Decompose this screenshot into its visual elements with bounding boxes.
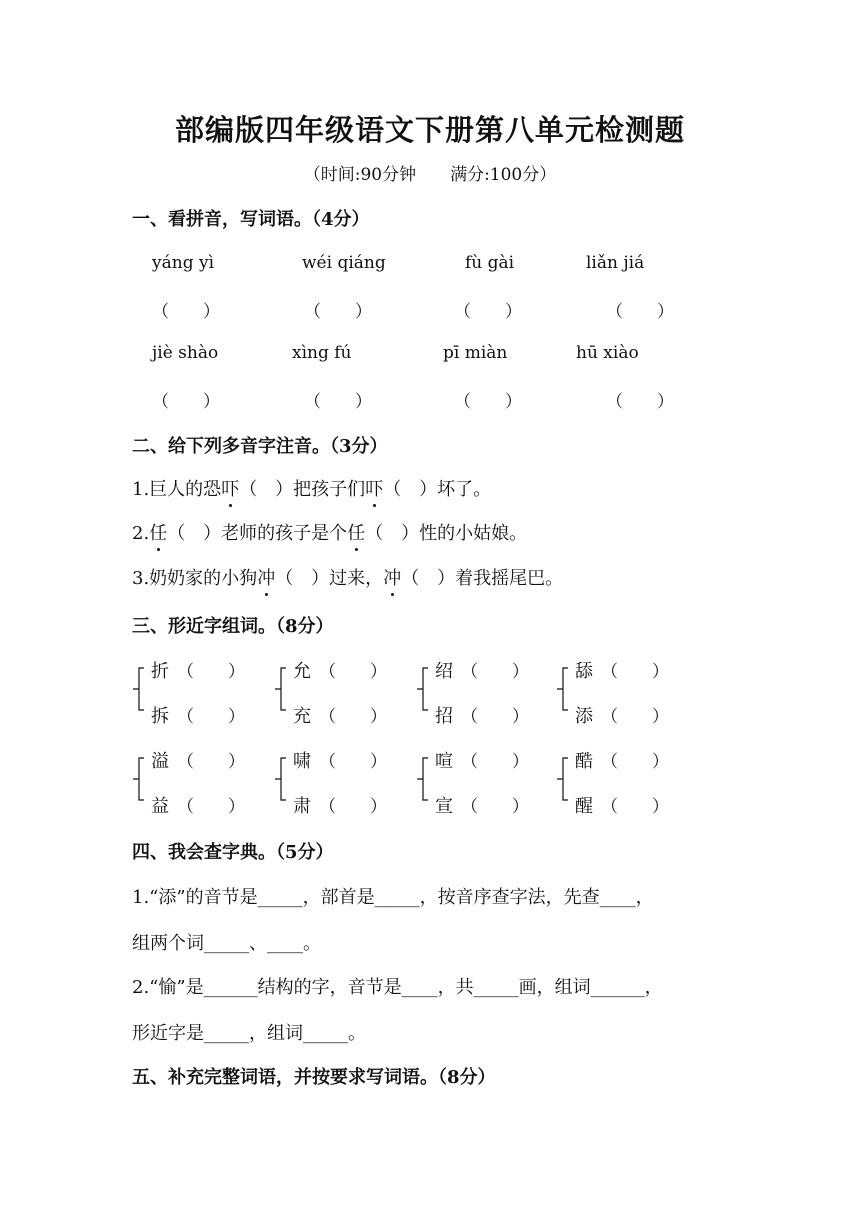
dotted-char: 任	[149, 519, 167, 545]
line-text: 3.奶奶家的小狗	[132, 568, 258, 589]
line-text[interactable]: （ ）性的小姑娘。	[365, 523, 528, 544]
pair-blank-bottom[interactable]: （ ）	[461, 707, 529, 727]
pair-char-bottom: 醒	[575, 796, 593, 817]
pair-char-top: 舔	[575, 661, 593, 682]
line-text[interactable]: （ ）把孩子们	[239, 479, 366, 500]
line-text[interactable]: （ ）着我摇尾巴。	[401, 568, 564, 589]
brace-icon	[557, 757, 569, 801]
pinyin-4: liǎn jiá	[586, 253, 645, 273]
pair-char-bottom: 充	[293, 706, 311, 727]
pair-char-bottom: 肃	[293, 796, 311, 817]
answer-blank-4[interactable]: （ ）	[606, 302, 674, 322]
similar-char-pair	[557, 747, 697, 817]
dictionary-question-1-cont[interactable]: 组两个词_____、____。	[132, 933, 321, 954]
similar-char-pair	[417, 747, 557, 817]
pair-blank-top[interactable]: （ ）	[177, 752, 245, 772]
polyphone-line-2	[132, 519, 527, 545]
pair-blank-bottom[interactable]: （ ）	[177, 707, 245, 727]
pair-blank-bottom[interactable]: （ ）	[601, 707, 669, 727]
pair-blank-bottom[interactable]: （ ）	[177, 797, 245, 817]
brace-icon	[557, 667, 569, 711]
brace-icon	[417, 667, 429, 711]
pinyin-5: jiè shào	[152, 343, 219, 363]
dictionary-question-2-cont[interactable]: 形近字是_____，组词_____。	[132, 1023, 366, 1044]
page-title: 部编版四年级语文下册第八单元检测题	[174, 113, 685, 147]
similar-char-pair	[557, 657, 697, 727]
brace-icon	[133, 667, 145, 711]
pair-char-bottom: 添	[575, 706, 593, 727]
exam-info: （时间:90分钟 满分:100分）	[303, 165, 557, 185]
pinyin-8: hū xiào	[576, 343, 639, 363]
answer-blank-7[interactable]: （ ）	[454, 392, 522, 412]
section-5-heading: 五、补充完整词语，并按要求写词语。（8分）	[132, 1067, 496, 1088]
section-2-heading: 二、给下列多音字注音。（3分）	[132, 436, 388, 457]
pinyin-2: wéi qiáng	[302, 253, 386, 273]
dotted-char: 冲	[383, 564, 401, 590]
pair-blank-bottom[interactable]: （ ）	[319, 707, 387, 727]
answer-blank-3[interactable]: （ ）	[454, 302, 522, 322]
line-text[interactable]: （ ）过来，	[275, 568, 384, 589]
similar-char-pair	[275, 657, 415, 727]
pair-blank-top[interactable]: （ ）	[177, 662, 245, 682]
brace-icon	[417, 757, 429, 801]
dotted-char: 吓	[221, 475, 239, 501]
pair-char-bottom: 拆	[151, 706, 169, 727]
line-text[interactable]: （ ）老师的孩子是个	[167, 523, 348, 544]
brace-icon	[133, 757, 145, 801]
pair-blank-bottom[interactable]: （ ）	[461, 797, 529, 817]
pair-blank-top[interactable]: （ ）	[601, 662, 669, 682]
pair-char-top: 允	[293, 661, 311, 682]
dictionary-question-2[interactable]: 2.“愉”是______结构的字，音节是____，共_____画，组词______，	[132, 977, 663, 998]
pair-char-top: 喧	[435, 751, 453, 772]
pair-char-top: 绍	[435, 661, 453, 682]
pair-blank-top[interactable]: （ ）	[319, 752, 387, 772]
answer-blank-2[interactable]: （ ）	[304, 302, 372, 322]
pair-char-top: 溢	[151, 751, 169, 772]
pair-blank-bottom[interactable]: （ ）	[319, 797, 387, 817]
polyphone-line-1	[132, 475, 491, 501]
dictionary-question-1[interactable]: 1.“添”的音节是_____，部首是_____，按音序查字法，先查____，	[132, 887, 654, 908]
pair-char-top: 折	[151, 661, 169, 682]
line-text: 2.	[132, 523, 150, 544]
answer-blank-1[interactable]: （ ）	[152, 302, 220, 322]
pinyin-7: pī miàn	[443, 343, 508, 363]
section-1-heading: 一、看拼音，写词语。（4分）	[132, 209, 370, 230]
brace-icon	[275, 757, 287, 801]
pair-blank-top[interactable]: （ ）	[601, 752, 669, 772]
section-4-heading: 四、我会查字典。（5分）	[132, 842, 334, 863]
similar-char-pair	[133, 657, 273, 727]
similar-char-pair	[417, 657, 557, 727]
line-text: 1.巨人的恐	[132, 479, 222, 500]
pair-char-bottom: 宣	[435, 796, 453, 817]
polyphone-line-3	[132, 564, 563, 590]
pair-char-top: 酷	[575, 751, 593, 772]
pair-char-bottom: 招	[435, 706, 453, 727]
similar-char-pair	[133, 747, 273, 817]
pair-blank-bottom[interactable]: （ ）	[601, 797, 669, 817]
pair-blank-top[interactable]: （ ）	[319, 662, 387, 682]
section-3-heading: 三、形近字组词。（8分）	[132, 616, 334, 637]
pinyin-1: yáng yì	[152, 253, 215, 273]
pair-char-top: 啸	[293, 751, 311, 772]
dotted-char: 冲	[257, 564, 275, 590]
pinyin-3: fù gài	[465, 253, 515, 273]
dotted-char: 任	[347, 519, 365, 545]
pair-blank-top[interactable]: （ ）	[461, 662, 529, 682]
pair-char-bottom: 益	[151, 796, 169, 817]
line-text[interactable]: （ ）坏了。	[383, 479, 492, 500]
brace-icon	[275, 667, 287, 711]
answer-blank-5[interactable]: （ ）	[152, 392, 220, 412]
answer-blank-6[interactable]: （ ）	[304, 392, 372, 412]
pinyin-6: xìng fú	[292, 343, 352, 363]
similar-char-pair	[275, 747, 415, 817]
dotted-char: 吓	[365, 475, 383, 501]
pair-blank-top[interactable]: （ ）	[461, 752, 529, 772]
answer-blank-8[interactable]: （ ）	[606, 392, 674, 412]
